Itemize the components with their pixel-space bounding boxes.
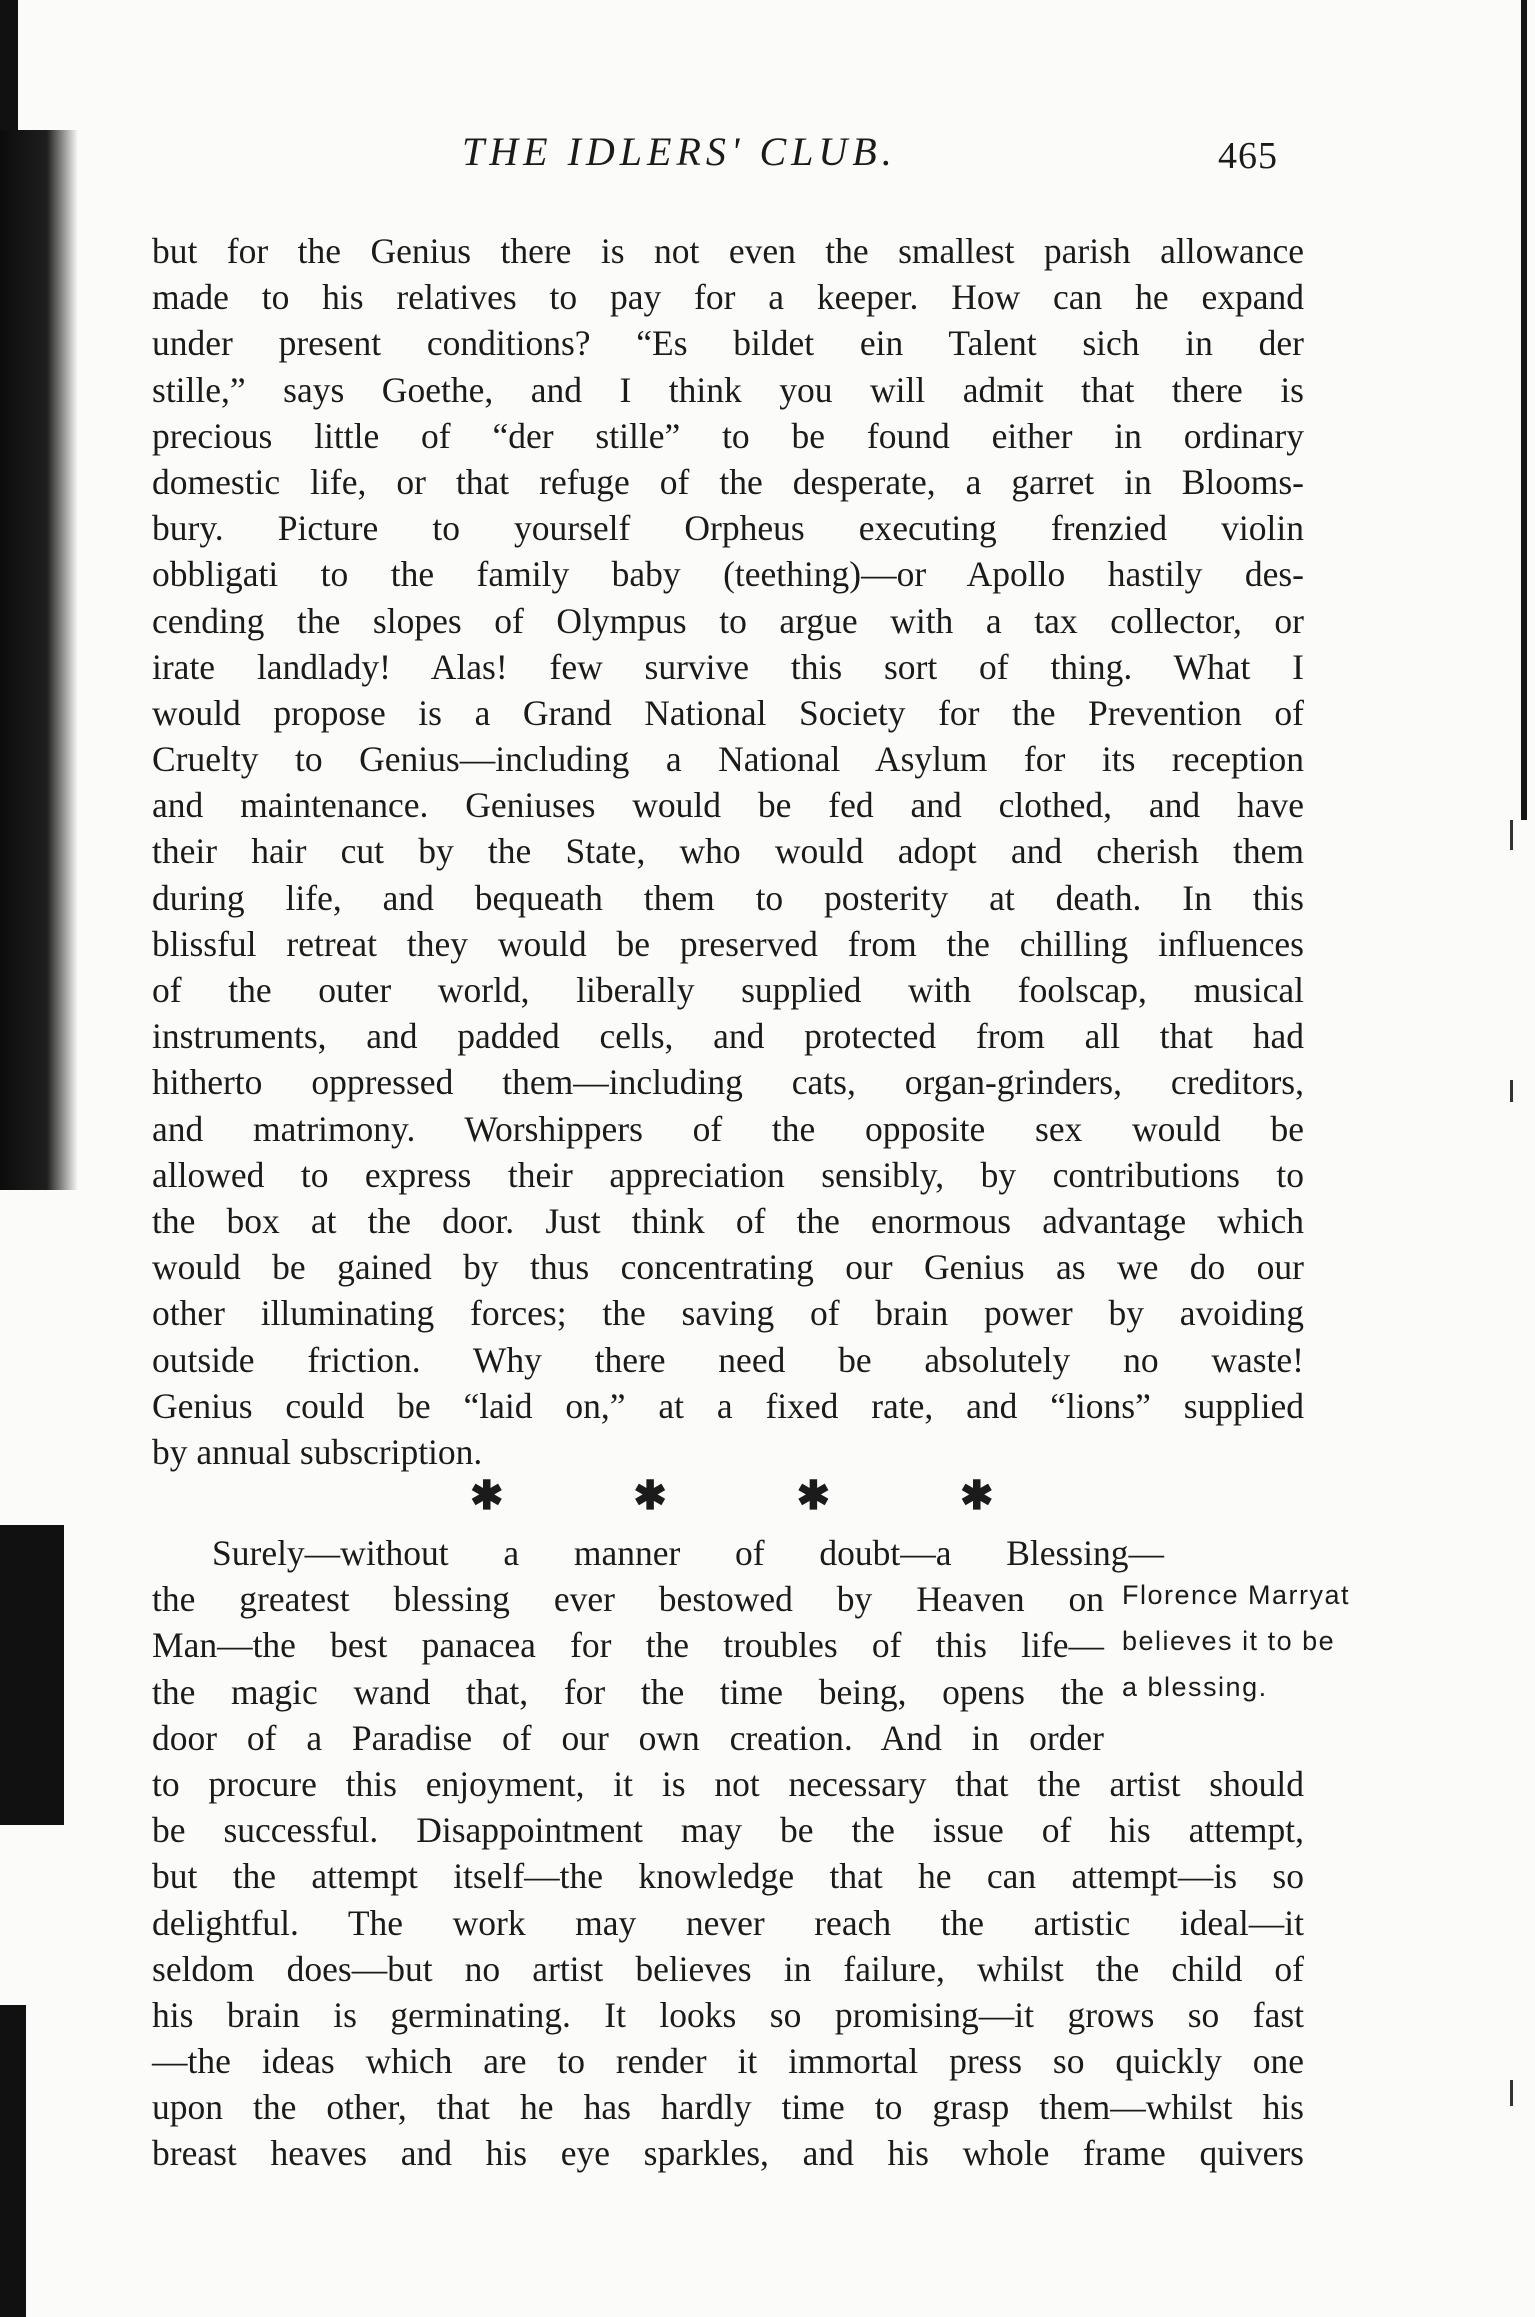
text-line: outside friction. Why there need be absolutely no waste! (152, 1339, 1304, 1380)
section-divider (470, 1473, 994, 1518)
running-title: THE IDLERS' CLUB. (462, 129, 897, 174)
running-head (0, 128, 1535, 188)
text-line: Cruelty to Genius—including a National Asylum for its reception (152, 739, 1304, 780)
text-line: irate landlady! Alas! few survive this sort of thing. What I (152, 646, 1304, 687)
scan-edge-shadow (0, 2005, 26, 2317)
text-line: obbligati to the family baby (teething)—or Apollo hastily des- (152, 554, 1304, 595)
text-line: —the ideas which are to render it immortal press so quickly one (152, 2041, 1304, 2082)
divider-star: ✱ (796, 1473, 831, 1518)
scan-edge-shadow (0, 130, 78, 1190)
text-line: but for the Genius there is not even the smallest parish allowance (152, 231, 1304, 271)
text-line: breast heaves and his eye sparkles, and his whole frame quivers (152, 2133, 1304, 2174)
text-line: under present conditions? “Es bildet ein Talent sich in der (152, 323, 1304, 364)
text-line: their hair cut by the State, who would adopt and cherish them (152, 831, 1304, 872)
text-line: Surely—without a manner of doubt—a Blessing— (212, 1533, 1164, 1573)
text-line: to procure this enjoyment, it is not necessary that the artist should (152, 1763, 1304, 1804)
text-line: but the attempt itself—the knowledge that he can attempt—is so (152, 1856, 1304, 1897)
text-line: domestic life, or that refuge of the desperate, a garret in Blooms- (152, 461, 1304, 502)
scan-speck (1510, 820, 1513, 850)
scan-edge-shadow (0, 1525, 64, 1825)
text-line: the box at the door. Just think of the enormous advantage which (152, 1200, 1304, 1241)
text-line: would propose is a Grand National Society for the Prevention of (152, 692, 1304, 733)
scan-speck (1510, 1080, 1513, 1102)
divider-star: ✱ (959, 1473, 994, 1518)
divider-star: ✱ (470, 1473, 504, 1518)
text-line: door of a Paradise of our own creation. And in order (152, 1717, 1104, 1758)
text-line: upon the other, that he has hardly time to grasp them—whilst his (152, 2087, 1304, 2128)
text-line: the greatest blessing ever bestowed by Heaven on (152, 1579, 1104, 1620)
text-line: Genius could be “laid on,” at a fixed rate, and “lions” supplied (152, 1385, 1304, 1426)
text-line: seldom does—but no artist believes in failure, whilst the child of (152, 1948, 1304, 1989)
text-line: of the outer world, liberally supplied with foolscap, musical (152, 970, 1304, 1010)
text-line: Man—the best panacea for the troubles of this life— (152, 1625, 1104, 1666)
marginal-note-line: Florence Marryat (1122, 1580, 1351, 1610)
scan-edge-shadow (0, 0, 18, 130)
body-text (152, 228, 1304, 1475)
scan-edge-rule (1521, 0, 1527, 820)
page-number: 465 (1218, 135, 1278, 177)
text-line: precious little of “der stille” to be found either in ordinary (152, 415, 1304, 456)
marginal-note (1122, 1572, 1522, 1710)
text-line: made to his relatives to pay for a keeper. How can he expand (152, 277, 1304, 318)
text-line: blissful retreat they would be preserved from the chilling influences (152, 923, 1304, 964)
text-line: the magic wand that, for the time being, opens the (152, 1671, 1104, 1712)
text-line: during life, and bequeath them to posterity at death. In this (152, 877, 1304, 918)
text-line: his brain is germinating. It looks so promising—it grows so fast (152, 1994, 1304, 2035)
text-line: and maintenance. Geniuses would be fed and clothed, and have (152, 785, 1304, 826)
text-line: instruments, and padded cells, and protected from all that had (152, 1016, 1304, 1057)
marginal-note-line: believes it to be (1122, 1626, 1336, 1656)
text-line: stille,” says Goethe, and I think you will admit that there is (152, 369, 1304, 410)
text-line: other illuminating forces; the saving of brain power by avoiding (152, 1293, 1304, 1334)
text-line: cending the slopes of Olympus to argue with a tax collector, or (152, 600, 1304, 641)
text-line: bury. Picture to yourself Orpheus executing frenzied violin (152, 508, 1304, 549)
scan-speck (1510, 2080, 1513, 2106)
divider-star: ✱ (633, 1473, 667, 1518)
text-line: would be gained by thus concentrating our Genius as we do our (152, 1247, 1304, 1288)
text-line: delightful. The work may never reach the artistic ideal—it (152, 1902, 1304, 1943)
text-line: and matrimony. Worshippers of the opposite sex would be (152, 1108, 1304, 1149)
text-line: hitherto oppressed them—including cats, organ-grinders, creditors, (152, 1062, 1304, 1103)
marginal-note-line: a blessing. (1122, 1672, 1268, 1702)
text-line: be successful. Disappointment may be the issue of his attempt, (152, 1810, 1304, 1851)
text-line: allowed to express their appreciation sensibly, by contributions to (152, 1154, 1304, 1195)
text-line: by annual subscription. (152, 1431, 483, 1472)
